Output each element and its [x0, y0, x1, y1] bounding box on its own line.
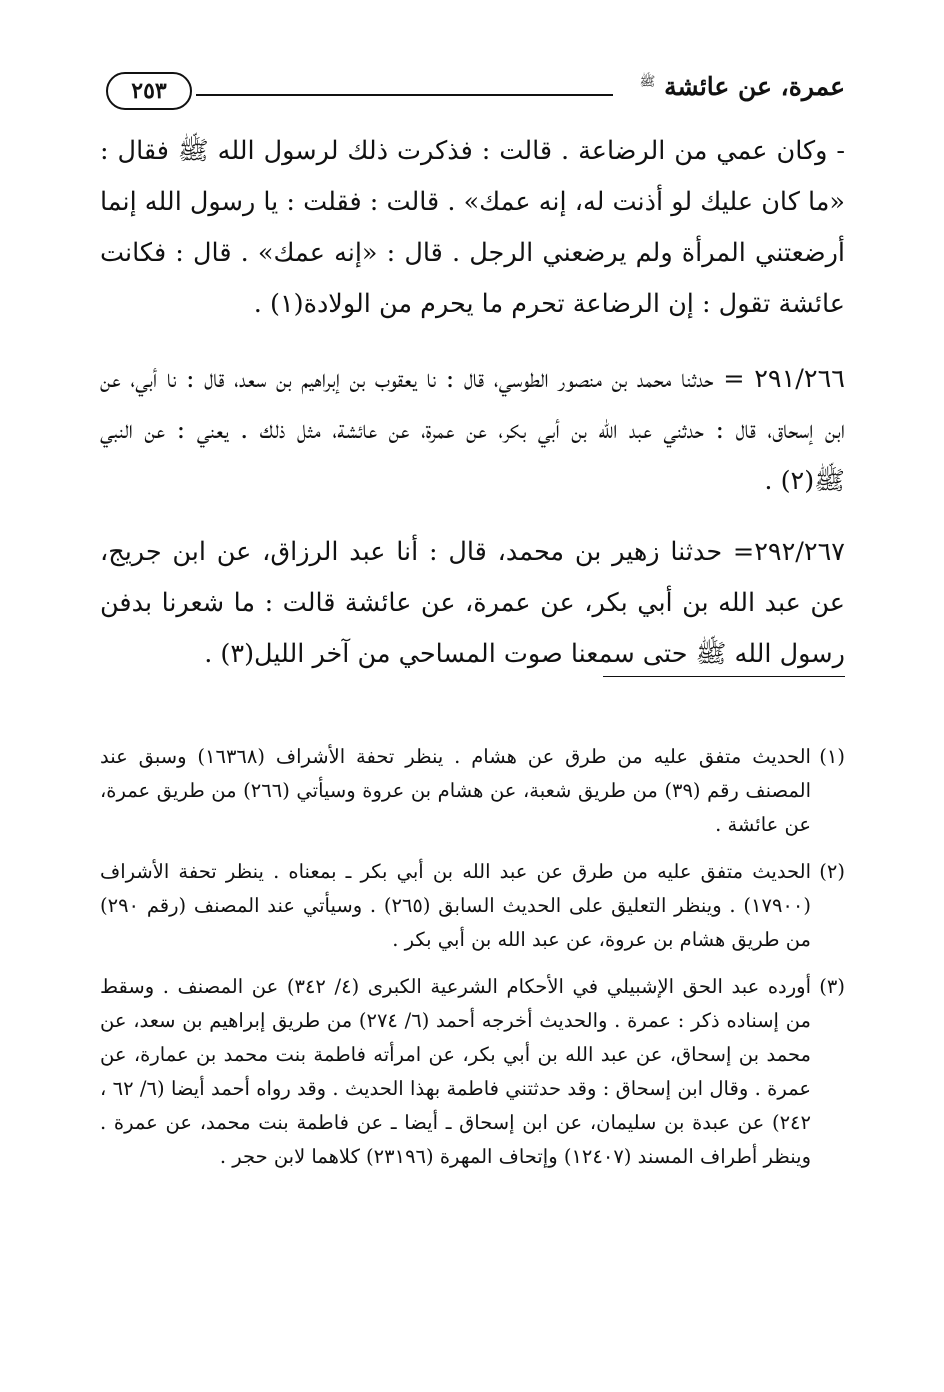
header-rule: [196, 94, 613, 96]
footnote-number: (٢): [819, 860, 845, 883]
running-title-text: عمرة، عن عائشة: [664, 72, 845, 101]
page-header: [100, 70, 845, 112]
footnote-3: [100, 970, 845, 1174]
main-text: [100, 126, 845, 700]
footnote-number: (٣): [819, 975, 845, 998]
honorific-glyph: ﷺ: [639, 74, 656, 90]
paragraph-continuation: - وكان عمي من الرضاعة . قالت : فذكرت ذلك لرسول الله ﷺ فقال : «ما كان عليك لو أذنت له، إنه عمك» . قالت : فقلت : يا رسول الله إنما أرضعتني المرأة ولم يرضعني الرجل . قال : «إنه عمك» . قال : فكانت عائشة تقول : إن الرضاعة تحرم ما يحرم من الولادة(١) .: [100, 136, 845, 319]
running-title: [640, 72, 845, 101]
footnote-text: أورده عبد الحق الإشبيلي في الأحكام الشرعية الكبرى (٤/ ٣٤٢) عن المصنف . وسقط من إسناده ذكر : عمرة . والحديث أخرجه أحمد (٦/ ٢٧٤) من طريق إبراهيم بن سعد، عن محمد بن إسحاق، عن عبد الله بن أبي بكر، عن امرأته فاطمة بنت محمد بن عمارة، عن عمرة . وقال ابن إسحاق : وقد حدثتني فاطمة بهذا الحديث . وقد رواه أحمد أيضا (٦/ ٦٢ ، ٢٤٢) عن عبدة بن سليمان، عن ابن إسحاق ـ أيضا ـ عن فاطمة بنت محمد، عن عمرة . وينظر أطراف المسند (١٢٤٠٧) وإتحاف المهرة (٢٣١٩٦) كلاهما لابن حجر .: [100, 975, 811, 1168]
footnote-text: الحديث متفق عليه من طرق عن عبد الله بن أبي بكر ـ بمعناه . ينظر تحفة الأشراف (١٧٩٠٠) . وينظر التعليق على الحديث السابق (٢٦٥) . وسيأتي عند المصنف (رقم ٢٩٠) من طريق هشام بن عروة، عن عبد الله بن أبي بكر .: [100, 860, 811, 951]
hadith-291: ٢٩١/٢٦٦ = حدثنا محمد بن منصور الطوسي، قال : نا يعقوب بن إبراهيم بن سعد، قال : نا أبي، عن ابن إسحاق، قال : حدثني عبد الله بن أبي بكر، عن عمرة، عن عائشة، مثل ذلك . يعني : عن النبي ﷺ(٢) .: [100, 364, 845, 496]
hadith-292: ٢٩٢/٢٦٧= حدثنا زهير بن محمد، قال : أنا عبد الرزاق، عن ابن جريج، عن عبد الله بن أبي بكر، عن عمرة، عن عائشة قالت : ما شعرنا بدفن رسول الله ﷺ حتى سمعنا صوت المساحي من آخر الليل(٣) .: [100, 537, 845, 669]
footnote-text: الحديث متفق عليه من طرق عن هشام . ينظر تحفة الأشراف (١٦٣٦٨) وسبق عند المصنف رقم (٣٩) من طريق شعبة، عن هشام بن عروة وسيأتي (٢٦٦) من طريق عمرة، عن عائشة .: [100, 745, 812, 836]
footnote-2: [100, 855, 845, 957]
footnote-separator: [603, 676, 845, 677]
page-number: ٢٥٣: [106, 72, 192, 110]
footnotes: [100, 740, 845, 1187]
footnote-number: (١): [819, 745, 845, 768]
footnote-1: [100, 740, 845, 842]
